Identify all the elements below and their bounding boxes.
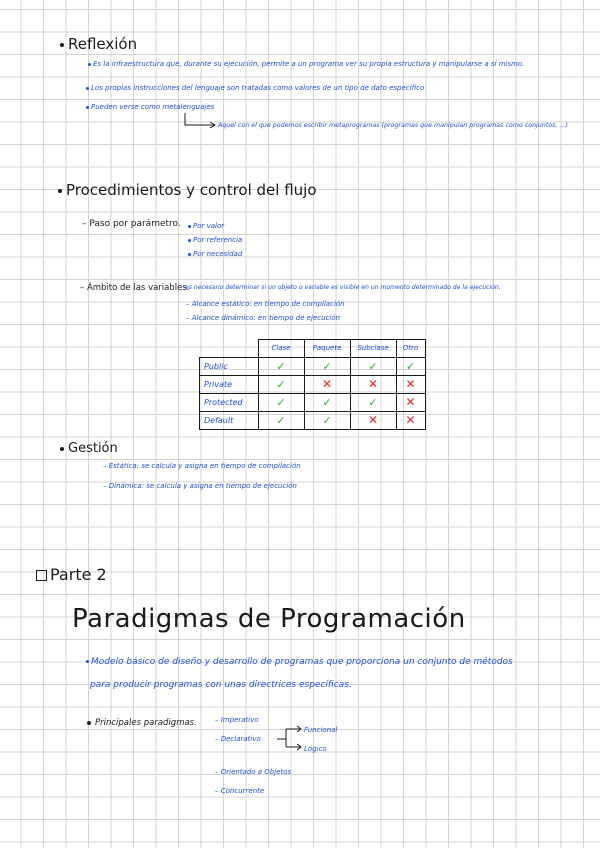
paso-item-1: Por valor — [188, 222, 224, 230]
check-icon: ✓ — [276, 359, 286, 373]
ambito-item-1: – Alcance estático: en tiempo de compilación — [186, 300, 345, 308]
ambito-text: es necesario determinar si un objeto o variable es visible en un momento determinado de la ejecución. — [185, 284, 501, 291]
page-title: Paradigmas de Programación — [72, 604, 466, 634]
paradigm-item: – Orientado a Objetos — [215, 768, 292, 776]
row-label: Default — [200, 411, 259, 429]
definition-line-2: para producir programas con unas directrices específicas. — [90, 680, 352, 690]
cross-icon: ✕ — [321, 377, 333, 391]
check-icon: ✓ — [276, 413, 286, 427]
row-label: Protected — [200, 393, 259, 411]
paradigm-item: – Imperativo — [215, 716, 259, 724]
check-icon: ✓ — [405, 359, 416, 373]
reflexion-arrow-note: Aquel con el que podemos escribir metaprogramas (programas que manipulan programas como conjuntos, ...) — [218, 122, 568, 129]
gestion-item-1: – Estática: se calcula y asigna en tiempo de compilación — [103, 462, 301, 470]
column-header: Paquete — [304, 340, 350, 358]
cross-icon: ✕ — [405, 413, 416, 427]
check-icon: ✓ — [322, 395, 332, 409]
gestion-heading: Gestión — [60, 441, 118, 456]
principales-label: Principales paradigmas. — [87, 718, 197, 728]
cross-icon: ✕ — [367, 377, 379, 391]
paradigm-item: – Declarativo — [215, 735, 261, 743]
paso-label: – Paso por parámetro. — [82, 219, 181, 229]
gestion-item-2: – Dinámica: se calcula y asigna en tiempo de ejecución — [103, 482, 297, 490]
paso-item-2: Por referencia — [188, 236, 242, 244]
column-header: Otro — [396, 340, 425, 358]
metaprogram-arrow — [185, 113, 214, 125]
ambito-label: – Ámbito de las variables. — [80, 283, 190, 293]
column-header: Clase — [258, 340, 304, 358]
column-header: Subclase — [350, 340, 396, 358]
reflexion-item-1: Es la infraestructura que, durante su ejecución, permite a un programa ver su propia estructura y manipularse a sí mismo. — [88, 60, 524, 68]
definition-line-1: Modelo básico de diseño y desarrollo de programas que proporciona un conjunto de métodos — [86, 657, 513, 667]
procedimientos-heading: Procedimientos y control del flujo — [58, 181, 317, 199]
cross-icon: ✕ — [405, 377, 416, 391]
paradigm-item: – Concurrente — [215, 787, 265, 795]
declarative-bracket — [277, 729, 300, 747]
paradigm-sub-item: Funcional — [304, 726, 338, 734]
check-icon: ✓ — [276, 395, 286, 409]
check-icon: ✓ — [368, 395, 378, 409]
reflexion-item-2: Los propias instrucciones del lenguaje son tratadas como valores de un tipo de dato específico — [86, 84, 424, 92]
cross-icon: ✕ — [367, 413, 379, 427]
paradigm-sub-item: Lógico — [304, 745, 327, 753]
paso-item-3: Por necesidad — [188, 250, 242, 258]
row-label: Private — [200, 375, 259, 393]
parte2-heading: Parte 2 — [36, 565, 107, 584]
row-label: Public — [200, 357, 259, 375]
reflexion-item-3: Pueden verse como metalenguajes — [86, 103, 214, 111]
check-icon: ✓ — [322, 413, 332, 427]
reflexion-heading: Reflexión — [60, 35, 137, 53]
check-icon: ✓ — [322, 359, 332, 373]
cross-icon: ✕ — [405, 395, 416, 409]
check-icon: ✓ — [276, 377, 286, 391]
check-icon: ✓ — [368, 359, 378, 373]
ambito-item-2: – Alcance dinámico: en tiempo de ejecución — [186, 314, 341, 322]
